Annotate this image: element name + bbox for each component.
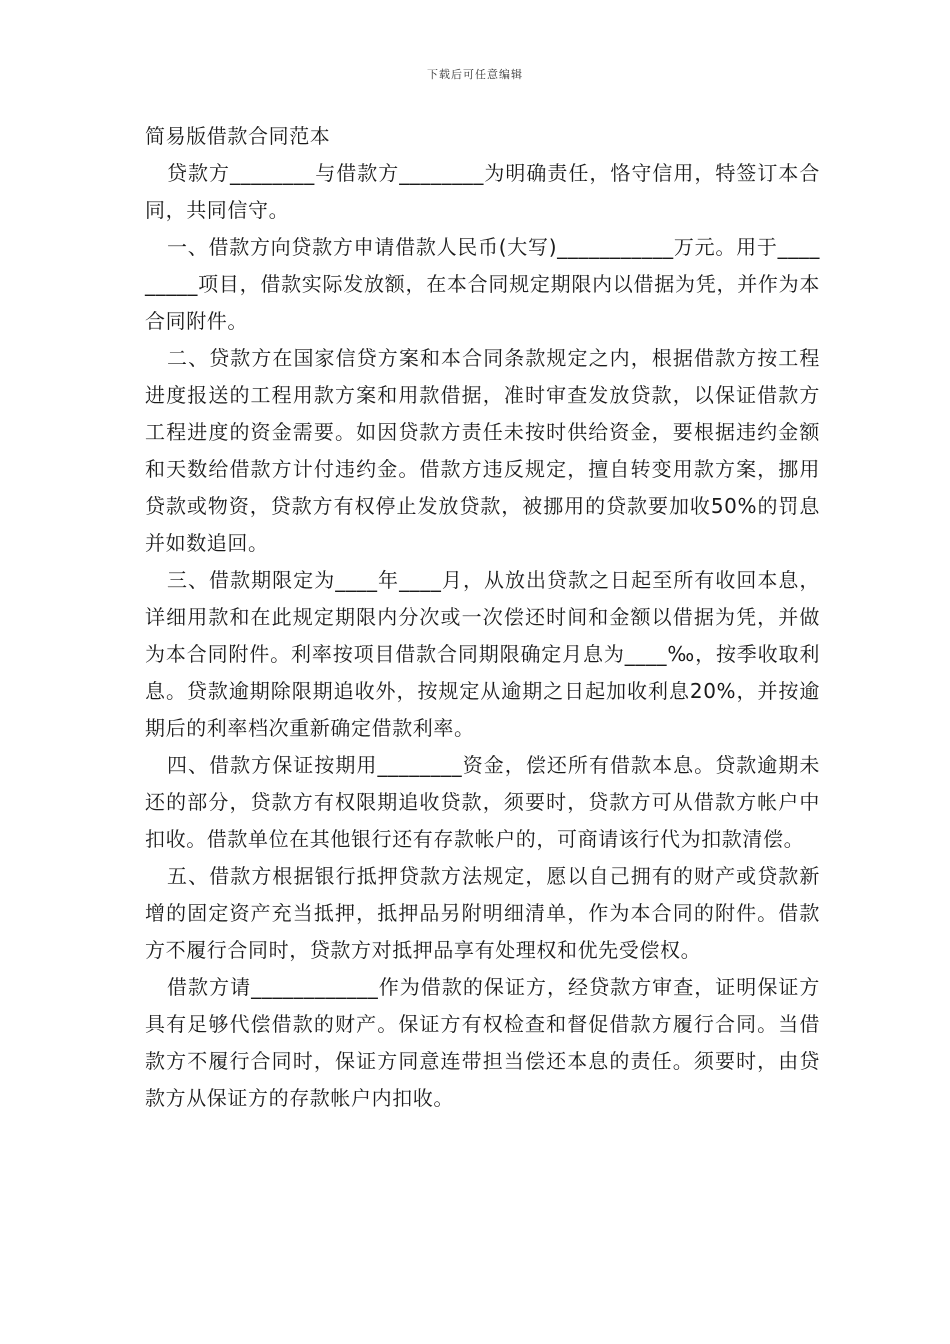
- paragraph-preamble: 贷款方________与借款方________为明确责任，恪守信用，特签订本合同，共同信守。: [145, 161, 820, 222]
- paragraph-clause-4: 四、借款方保证按期用________资金，偿还所有借款本息。贷款逾期未还的部分，贷款方有权限期追收贷款，须要时，贷款方可从借款方帐户中扣收。借款单位在其他银行还有存款帐户的，可商请该行代为扣款清偿。: [145, 753, 820, 851]
- paragraph-guarantor: 借款方请____________作为借款的保证方，经贷款方审查，证明保证方具有足够代偿借款的财产。保证方有权检查和督促借款方履行合同。当借款方不履行合同时，保证方同意连带担当偿还本息的责任。须要时，由贷款方从保证方的存款帐户内扣收。: [145, 975, 820, 1110]
- paragraph-clause-5: 五、借款方根据银行抵押贷款方法规定，愿以自己拥有的财产或贷款新增的固定资产充当抵押，抵押品另附明细清单，作为本合同的附件。借款方不履行合同时，贷款方对抵押品享有处理权和优先受偿权。: [145, 864, 820, 962]
- paragraph-clause-2: 二、贷款方在国家信贷方案和本合同条款规定之内，根据借款方按工程进度报送的工程用款方案和用款借据，准时审查发放贷款，以保证借款方工程进度的资金需要。如因贷款方责任未按时供给资金，要根据违约金额和天数给借款方计付违约金。借款方违反规定，擅自转变用款方案，挪用贷款或物资，贷款方有权停止发放贷款，被挪用的贷款要加收50%的罚息并如数追回。: [145, 346, 820, 555]
- paragraph-clause-1: 一、借款方向贷款方申请借款人民币(大写)___________万元。用于_________项目，借款实际发放额，在本合同规定期限内以借据为凭，并作为本合同附件。: [145, 235, 820, 333]
- paragraph-clause-3: 三、借款期限定为____年____月，从放出贷款之日起至所有收回本息，详细用款和在此规定期限内分次或一次偿还时间和金额以借据为凭，并做为本合同附件。利率按项目借款合同期限确定月息为____‰，按季收取利息。贷款逾期除限期追收外，按规定从逾期之日起加收利息20%，并按逾期后的利率档次重新确定借款利率。: [145, 568, 820, 740]
- document-body: [145, 118, 820, 1117]
- page-header-note: 下载后可任意编辑: [427, 68, 523, 81]
- document-title: 简易版借款合同范本: [145, 124, 331, 148]
